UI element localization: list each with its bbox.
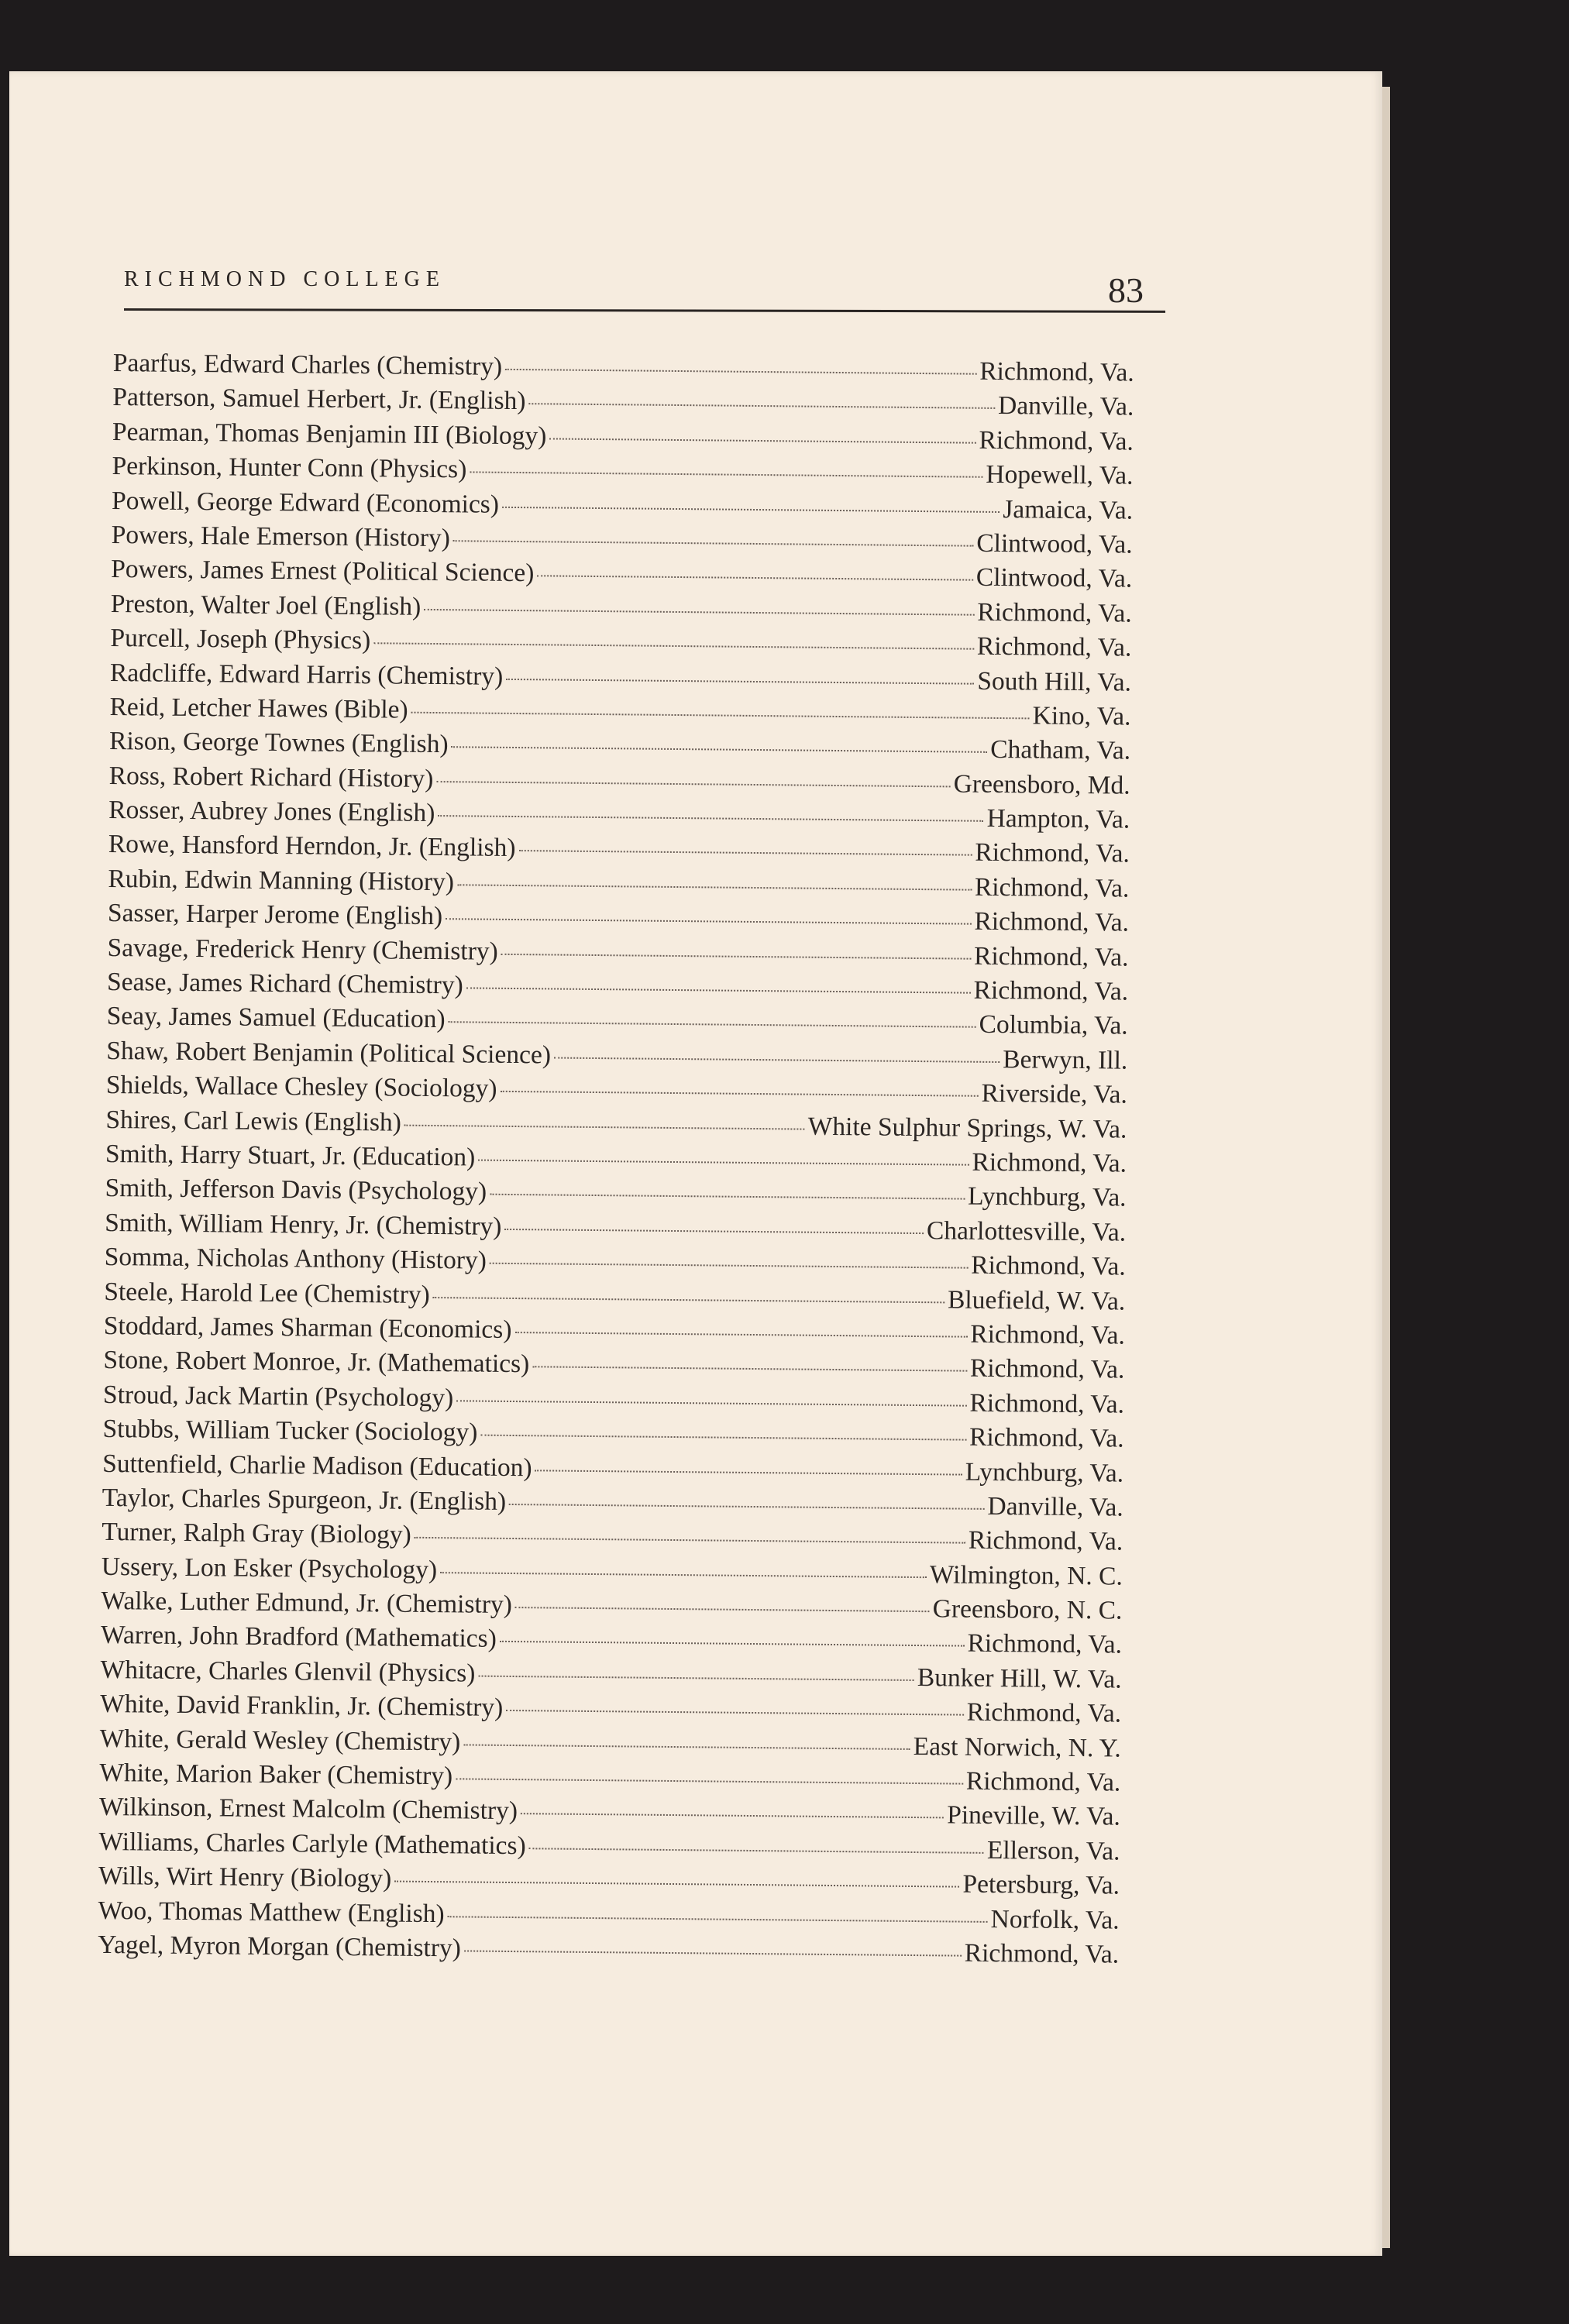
dot-leader: [449, 1022, 976, 1029]
running-head: RICHMOND COLLEGE: [124, 267, 446, 291]
dot-leader: [453, 540, 973, 546]
student-name: Walke, Luther Edmund, Jr. (Chemistry): [101, 1586, 513, 1620]
student-name: Stroud, Jack Martin (Psychology): [102, 1380, 454, 1412]
dot-leader: [504, 1229, 924, 1234]
hometown: Charlottesville, Va.: [926, 1215, 1127, 1247]
student-name: Stoddard, James Sharman (Economics): [103, 1311, 512, 1344]
student-name: Smith, Harry Stuart, Jr. (Education): [105, 1139, 476, 1172]
student-name: Powers, Hale Emerson (History): [111, 520, 451, 553]
hometown: Norfolk, Va.: [990, 1904, 1120, 1935]
student-name: White, David Franklin, Jr. (Chemistry): [100, 1690, 504, 1723]
hometown: Bunker Hill, W. Va.: [917, 1662, 1122, 1694]
dot-leader: [514, 1332, 967, 1338]
hometown: White Sulphur Springs, W. Va.: [807, 1112, 1127, 1144]
student-name: Purcell, Joseph (Physics): [110, 624, 371, 655]
student-name: Smith, Jefferson Davis (Psychology): [105, 1174, 487, 1207]
dot-leader: [532, 1367, 967, 1372]
dot-leader: [436, 781, 950, 787]
student-name: Wills, Wirt Henry (Biology): [98, 1862, 392, 1893]
hometown: Richmond, Va.: [969, 1354, 1125, 1384]
student-name: Shaw, Robert Benjamin (Political Science): [106, 1036, 552, 1070]
dot-leader: [470, 472, 982, 478]
hometown: Richmond, Va.: [972, 1147, 1127, 1178]
dot-leader: [456, 1778, 963, 1784]
hometown: South Hill, Va.: [977, 666, 1132, 697]
dot-leader: [537, 576, 973, 581]
dot-leader: [480, 1435, 966, 1441]
hometown: Berwyn, Ill.: [1003, 1044, 1128, 1075]
student-name: Turner, Ralph Gray (Biology): [102, 1518, 411, 1550]
dot-leader: [456, 1400, 966, 1406]
student-name: Perkinson, Hunter Conn (Physics): [112, 452, 467, 484]
student-name: Woo, Thomas Matthew (English): [98, 1896, 445, 1928]
dot-leader: [424, 609, 974, 616]
page-edge: [1382, 87, 1390, 2248]
hometown: Richmond, Va.: [974, 872, 1130, 903]
dot-leader: [528, 404, 995, 410]
dot-leader: [478, 1675, 914, 1680]
dot-leader: [404, 1124, 805, 1129]
student-name: Stone, Robert Monroe, Jr. (Mathematics): [103, 1346, 530, 1379]
student-name: Paarfus, Edward Charles (Chemistry): [112, 349, 503, 381]
dot-leader: [502, 506, 1000, 512]
page-number: 83: [1108, 270, 1144, 310]
student-name: Pearman, Thomas Benjamin III (Biology): [112, 417, 547, 451]
hometown: Riverside, Va.: [981, 1079, 1127, 1109]
dot-leader: [440, 1572, 927, 1578]
dot-leader: [500, 1091, 978, 1097]
student-name: Steele, Harold Lee (Chemistry): [104, 1277, 430, 1309]
hometown: Ellerson, Va.: [986, 1835, 1120, 1866]
student-name: Rison, George Townes (English): [108, 727, 449, 759]
hometown: Richmond, Va.: [967, 1629, 1123, 1660]
dot-leader: [506, 678, 974, 684]
dot-leader: [490, 1194, 965, 1200]
student-name: Rowe, Hansford Herndon, Jr. (English): [108, 830, 516, 863]
hometown: Richmond, Va.: [979, 356, 1134, 387]
student-name: Ross, Robert Richard (History): [108, 761, 434, 793]
student-name: Rubin, Edwin Manning (History): [108, 864, 455, 897]
hometown: Richmond, Va.: [979, 425, 1134, 456]
student-name: White, Gerald Wesley (Chemistry): [99, 1724, 461, 1757]
student-name: Wilkinson, Ernest Malcolm (Chemistry): [98, 1793, 518, 1826]
dot-leader: [464, 1950, 962, 1956]
dot-leader: [448, 1916, 988, 1923]
hometown: Richmond, Va.: [964, 1938, 1120, 1969]
hometown: Petersburg, Va.: [962, 1869, 1120, 1900]
student-name: Savage, Frederick Henry (Chemistry): [107, 933, 498, 966]
student-name: Radcliffe, Edward Harris (Chemistry): [109, 658, 504, 691]
student-name: White, Marion Baker (Chemistry): [99, 1758, 453, 1791]
dot-leader: [394, 1881, 959, 1888]
student-name: Smith, William Henry, Jr. (Chemistry): [104, 1208, 502, 1241]
hometown: Chatham, Va.: [990, 735, 1131, 765]
hometown: Danville, Va.: [987, 1491, 1123, 1522]
dot-leader: [457, 884, 972, 890]
hometown: Clintwood, Va.: [975, 563, 1133, 593]
hometown: Columbia, Va.: [979, 1010, 1128, 1041]
hometown: Danville, Va.: [997, 391, 1134, 422]
dot-leader: [446, 918, 971, 925]
student-name: Powell, George Edward (Economics): [111, 486, 500, 519]
student-name: Seay, James Samuel (Education): [106, 1002, 446, 1034]
dot-leader: [415, 1537, 965, 1544]
hometown: Clintwood, Va.: [976, 528, 1133, 559]
dot-leader: [554, 1057, 1000, 1063]
hometown: Bluefield, W. Va.: [947, 1284, 1126, 1316]
dot-leader: [535, 1470, 962, 1475]
dot-leader: [501, 953, 971, 959]
hometown: Richmond, Va.: [968, 1525, 1123, 1556]
hometown: East Norwich, N. Y.: [913, 1731, 1121, 1763]
hometown: Lynchburg, Va.: [965, 1457, 1124, 1488]
hometown: Richmond, Va.: [974, 906, 1130, 937]
student-name: Williams, Charles Carlyle (Mathematics): [98, 1827, 526, 1860]
dot-leader: [411, 712, 1030, 720]
student-list: [98, 349, 1134, 1975]
hometown: Hopewell, Va.: [986, 459, 1134, 490]
hometown: Greensboro, N. C.: [932, 1594, 1123, 1625]
hometown: Richmond, Va.: [975, 838, 1130, 869]
hometown: Richmond, Va.: [971, 1250, 1126, 1281]
dot-leader: [500, 1641, 965, 1647]
dot-leader: [463, 1744, 910, 1750]
hometown: Wilmington, N. C.: [929, 1559, 1123, 1591]
student-name: Shires, Carl Lewis (English): [105, 1105, 402, 1137]
hometown: Pineville, W. Va.: [947, 1800, 1121, 1831]
dot-leader: [373, 642, 974, 649]
student-name: Whitacre, Charles Glenvil (Physics): [100, 1655, 476, 1688]
hometown: Richmond, Va.: [976, 631, 1132, 662]
dot-leader: [452, 747, 988, 754]
dot-leader: [521, 1813, 944, 1819]
student-name: Warren, John Bradford (Mathematics): [100, 1621, 497, 1654]
hometown: Richmond, Va.: [966, 1697, 1122, 1728]
student-name: Rosser, Aubrey Jones (English): [108, 796, 435, 828]
dot-leader: [549, 438, 975, 443]
hometown: Richmond, Va.: [977, 597, 1132, 628]
student-name: Yagel, Myron Morgan (Chemistry): [98, 1930, 462, 1963]
student-name: Taylor, Charles Spurgeon, Jr. (English): [102, 1483, 507, 1516]
student-name: Reid, Letcher Hawes (Bible): [109, 692, 408, 724]
hometown: Richmond, Va.: [973, 975, 1129, 1006]
hometown: Richmond, Va.: [969, 1388, 1125, 1419]
student-name: Ussery, Lon Esker (Psychology): [101, 1552, 438, 1584]
student-name: Sasser, Harper Jerome (English): [107, 899, 443, 931]
student-name: Somma, Nicholas Anthony (History): [104, 1243, 487, 1275]
student-name: Stubbs, William Tucker (Sociology): [102, 1415, 478, 1447]
student-name: Sease, James Richard (Chemistry): [106, 967, 463, 1000]
hometown: Richmond, Va.: [965, 1766, 1121, 1797]
hometown: Richmond, Va.: [969, 1422, 1124, 1453]
student-name: Suttenfield, Charlie Madison (Education): [102, 1449, 532, 1482]
dot-leader: [509, 1504, 984, 1510]
dot-leader: [505, 369, 976, 375]
dot-leader: [478, 1160, 969, 1166]
student-name: Preston, Walter Joel (English): [110, 589, 421, 621]
dot-leader: [518, 851, 972, 857]
dot-leader: [506, 1710, 963, 1716]
dot-leader: [438, 815, 983, 822]
hometown: Richmond, Va.: [973, 941, 1129, 972]
dot-leader: [515, 1607, 930, 1612]
student-name: Powers, James Ernest (Political Science): [111, 555, 535, 588]
hometown: Jamaica, Va.: [1003, 494, 1134, 525]
dot-leader: [466, 987, 971, 993]
hometown: Hampton, Va.: [986, 803, 1130, 834]
hometown: Kino, Va.: [1032, 701, 1131, 731]
dot-leader: [490, 1263, 968, 1269]
student-name: Patterson, Samuel Herbert, Jr. (English): [112, 383, 526, 416]
dot-leader: [529, 1848, 984, 1854]
hometown: Lynchburg, Va.: [967, 1182, 1127, 1212]
hometown: Richmond, Va.: [970, 1319, 1126, 1350]
student-name: Shields, Wallace Chesley (Sociology): [105, 1071, 497, 1104]
hometown: Greensboro, Md.: [953, 769, 1130, 800]
dot-leader: [433, 1297, 944, 1303]
